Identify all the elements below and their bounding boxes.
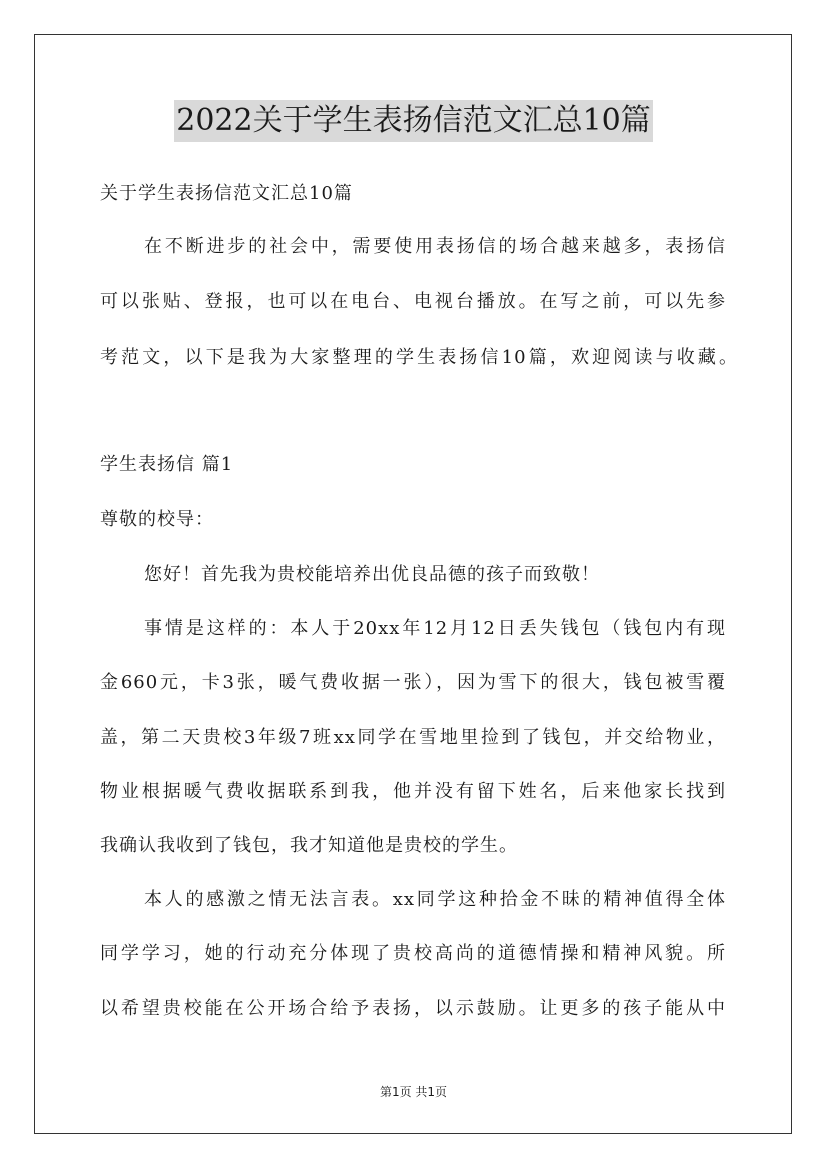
body2-line-3: 以希望贵校能在公开场合给予表扬，以示鼓励。让更多的孩子能从中	[100, 998, 726, 1019]
document-title-text: 2022关于学生表扬信范文汇总10篇	[174, 100, 653, 142]
greeting: 您好！首先我为贵校能培养出优良品德的孩子而致敬！	[144, 564, 600, 585]
intro-line-3: 考范文，以下是我为大家整理的学生表扬信10篇，欢迎阅读与收藏。	[100, 347, 738, 368]
document-subtitle: 关于学生表扬信范文汇总10篇	[100, 183, 353, 204]
intro-line-1: 在不断进步的社会中，需要使用表扬信的场合越来越多，表扬信	[144, 236, 726, 257]
page-footer	[0, 1084, 827, 1100]
section-heading: 学生表扬信 篇1	[100, 454, 234, 475]
body1-line-5: 我确认我收到了钱包，我才知道他是贵校的学生。	[100, 835, 518, 856]
document-title	[0, 100, 827, 142]
body1-line-1: 事情是这样的：本人于20xx年12月12日丢失钱包（钱包内有现	[144, 618, 726, 639]
body1-line-4: 物业根据暖气费收据联系到我，他并没有留下姓名，后来他家长找到	[100, 781, 726, 802]
body1-line-3: 盖，第二天贵校3年级7班xx同学在雪地里捡到了钱包，并交给物业，	[100, 727, 726, 748]
page-number-label: 第1页 共1页	[379, 1085, 448, 1099]
body1-line-2: 金660元，卡3张，暖气费收据一张），因为雪下的很大，钱包被雪覆	[100, 672, 726, 693]
salutation: 尊敬的校导：	[100, 509, 214, 530]
body2-line-1: 本人的感激之情无法言表。xx同学这种拾金不昧的精神值得全体	[144, 889, 726, 910]
body2-line-2: 同学学习，她的行动充分体现了贵校高尚的道德情操和精神风貌。所	[100, 943, 726, 964]
intro-line-2: 可以张贴、登报，也可以在电台、电视台播放。在写之前，可以先参	[100, 291, 726, 312]
